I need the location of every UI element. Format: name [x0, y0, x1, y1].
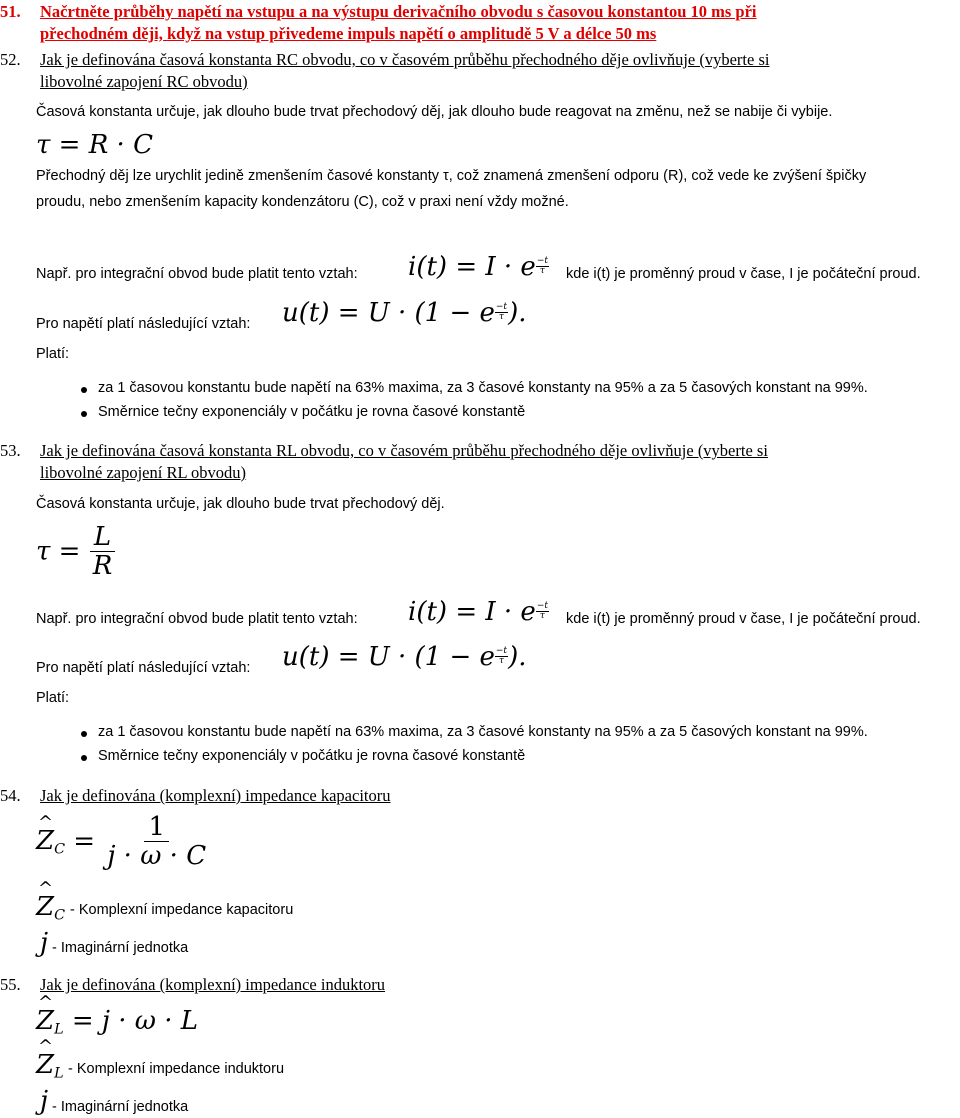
- q53-tau-formula: τ = $\frac{L}{R}$: [36, 524, 116, 581]
- q52-example-label: Např. pro integrační obvod bude platit tento vztah:: [36, 266, 358, 282]
- q52-bullet-1: za 1 časovou konstantu bude napětí na 63% maxima, za 3 časové konstanty na 95% a za 5 časových konstant na 99%.: [98, 380, 868, 396]
- q53-title-line1: Jak je definována časová konstanta RL obvodu, co v časovém průběhu přechodného děje ovlivňuje (vyberte si: [40, 441, 768, 460]
- q51-title-line1: Načrtněte průběhy napětí na vstupu a na výstupu derivačního obvodu s časovou konstantou 10 ms při: [40, 2, 757, 21]
- q52-voltage-label: Pro napětí platí následující vztah:: [36, 316, 251, 332]
- q52-title-line1: Jak je definována časová konstanta RC obvodu, co v časovém průběhu přechodného děje ovlivňuje (vyberte si: [40, 50, 770, 69]
- q51-title-line2: přechodném ději, když na vstup přivedeme impuls napětí o amplitudě 5 V a délce 50 ms: [40, 24, 657, 43]
- q52-number: 52.: [0, 50, 21, 69]
- q55-zl-symbol: ^ $Z_L$: [36, 1050, 64, 1081]
- q55-number: 55.: [0, 975, 21, 994]
- q53-example-note: kde i(t) je proměnný proud v čase, I je počáteční proud.: [566, 611, 921, 627]
- q52-bullet-2: Směrnice tečny exponenciály v počátku je rovna časové konstantě: [98, 404, 526, 420]
- q54-zc-formula: ^ $Z_C$ = $\frac{1}{j \cdot \omega \cdot C}$: [36, 814, 210, 871]
- q53-bullet-2: Směrnice tečny exponenciály v počátku je rovna časové konstantě: [98, 748, 526, 764]
- q54-zc-symbol: ^ $Z_C$: [36, 892, 65, 923]
- q55-j-symbol: j: [40, 1086, 49, 1116]
- q53-number: 53.: [0, 441, 21, 460]
- q52-plati: Platí:: [36, 346, 70, 362]
- q55-title: Jak je definována (komplexní) impedance induktoru: [40, 975, 386, 994]
- bullet-icon: [81, 755, 87, 761]
- q55-zl-description: - Komplexní impedance induktoru: [68, 1061, 285, 1077]
- q52-example-note: kde i(t) je proměnný proud v čase, I je počáteční proud.: [566, 266, 921, 282]
- q53-paragraph-1: Časová konstanta určuje, jak dlouho bude trvat přechodový děj.: [36, 496, 445, 512]
- q54-title: Jak je definována (komplexní) impedance kapacitoru: [40, 786, 391, 805]
- q51-number: 51.: [0, 2, 21, 21]
- q52-current-formula: i(t) = I · e $\frac{-t}{\tau}$: [408, 252, 548, 282]
- q55-j-description: - Imaginární jednotka: [52, 1099, 189, 1115]
- q52-title-line2: libovolné zapojení RC obvodu): [40, 72, 248, 91]
- q53-voltage-label: Pro napětí platí následující vztah:: [36, 660, 251, 676]
- q52-voltage-formula: u(t) = U · (1 − e $\frac{-t}{\tau}$ ).: [282, 298, 527, 328]
- q53-title-line2: libovolné zapojení RL obvodu): [40, 463, 247, 482]
- q55-zl-formula: ^ $Z_L = j \cdot \omega \cdot L$: [36, 1006, 198, 1037]
- q54-number: 54.: [0, 786, 21, 805]
- q54-j-symbol: j: [40, 928, 49, 958]
- bullet-icon: [81, 411, 87, 417]
- q54-zc-description: - Komplexní impedance kapacitoru: [70, 902, 294, 918]
- q53-example-label: Např. pro integrační obvod bude platit tento vztah:: [36, 611, 358, 627]
- q53-bullet-1: za 1 časovou konstantu bude napětí na 63% maxima, za 3 časové konstanty na 95% a za 5 časových konstant na 99%.: [98, 724, 868, 740]
- bullet-icon: [81, 387, 87, 393]
- q52-tau-formula: τ = R · C: [36, 130, 153, 160]
- q52-paragraph-2-line2: proudu, nebo zmenšením kapacity kondenzátoru (C), což v praxi není vždy možné.: [36, 194, 569, 210]
- q53-plati: Platí:: [36, 690, 70, 706]
- q53-voltage-formula: u(t) = U · (1 − e $\frac{-t}{\tau}$ ).: [282, 642, 527, 672]
- q54-j-description: - Imaginární jednotka: [52, 940, 189, 956]
- q53-current-formula: i(t) = I · e $\frac{-t}{\tau}$: [408, 597, 548, 627]
- q52-paragraph-1: Časová konstanta určuje, jak dlouho bude trvat přechodový děj, jak dlouho bude reagovat na změnu, než se nabije či vybije.: [36, 104, 833, 120]
- q52-paragraph-2-line1: Přechodný děj lze urychlit jedině zmenšením časové konstanty τ, což znamená zmenšení odporu (R), což vede ke zvýšení špičky: [36, 168, 867, 184]
- bullet-icon: [81, 731, 87, 737]
